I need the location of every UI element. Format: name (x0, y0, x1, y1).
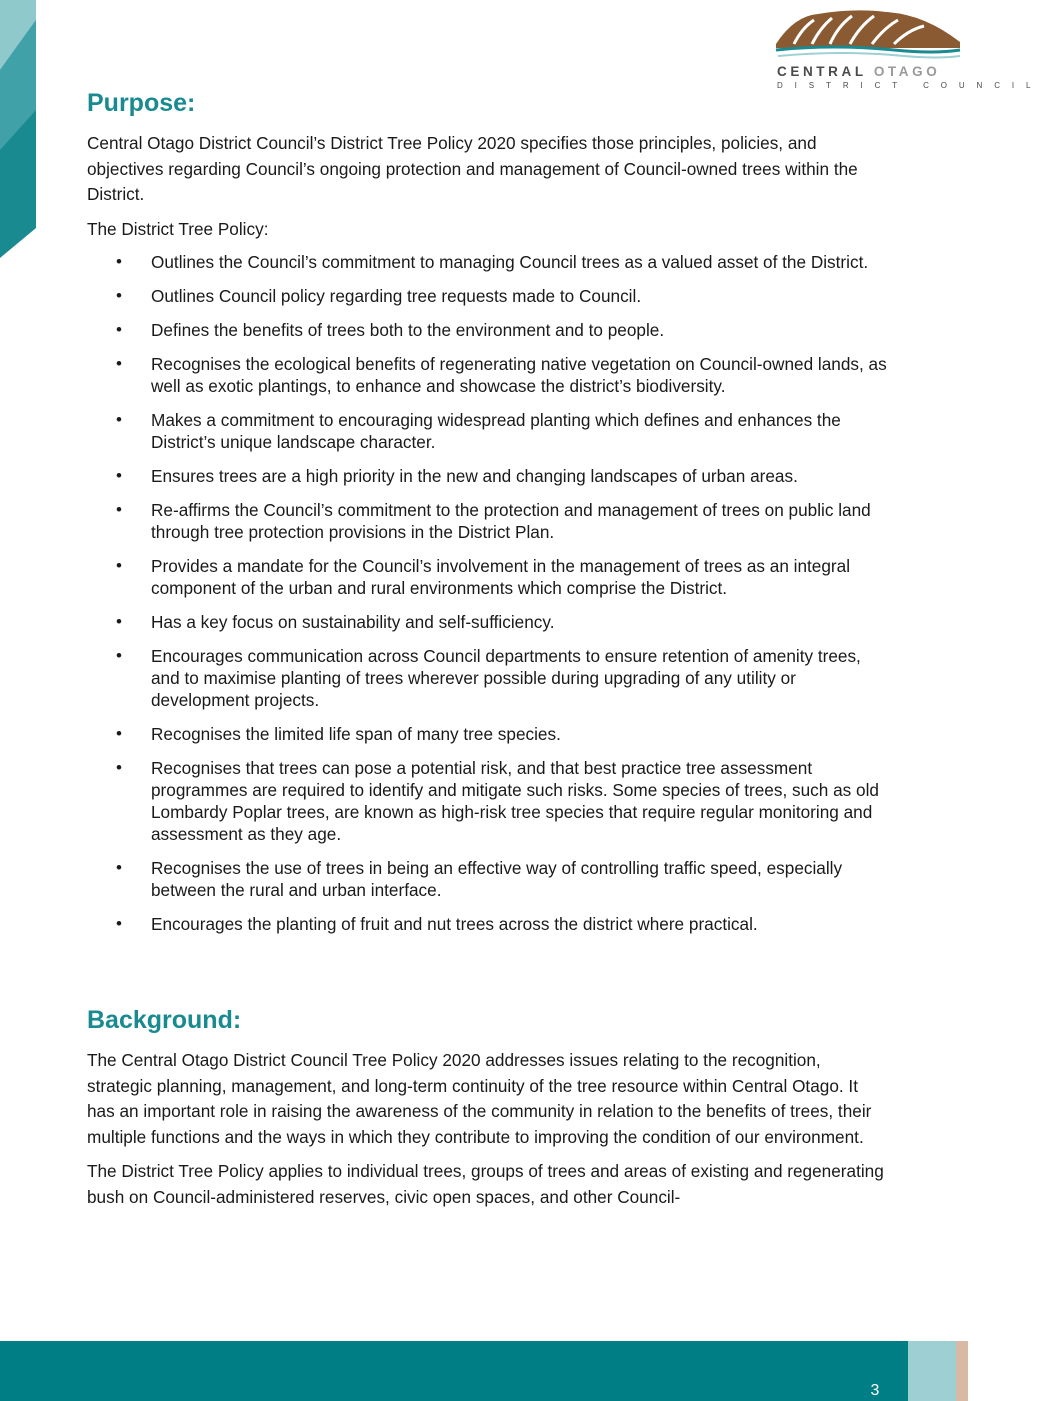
list-item: • Outlines the Council’s commitment to managing Council trees as a valued asset of the District. (87, 251, 887, 273)
logo-wordmark-otago: OTAGO (873, 64, 941, 79)
list-item: • Encourages the planting of fruit and nut trees across the district where practical. (87, 913, 887, 935)
list-item: • Re-affirms the Council’s commitment to the protection and management of trees on public land through tree protection provisions in the District Plan. (87, 499, 887, 543)
list-item: • Provides a mandate for the Council’s involvement in the management of trees as an integral component of the urban and rural environments which comprise the District. (87, 555, 887, 599)
footer-accent-tan (956, 1341, 968, 1401)
list-item: • Recognises that trees can pose a potential risk, and that best practice tree assessment programmes are required to identify and mitigate such risks. Some species of trees, such as old Lombardy Poplar trees, are known as high-risk tree species that require regular monitoring and assessment as they age. (87, 757, 887, 845)
document-body (87, 86, 887, 1219)
corner-decoration (0, 0, 36, 260)
list-item: • Ensures trees are a high priority in the new and changing landscapes of urban areas. (87, 465, 887, 487)
footer-accent-light (908, 1341, 956, 1401)
list-item: • Has a key focus on sustainability and self-sufficiency. (87, 611, 887, 633)
logo-subtitle: DISTRICT COUNCIL (777, 81, 1042, 90)
mountain-logo-icon (774, 6, 962, 62)
list-item: • Defines the benefits of trees both to the environment and to people. (87, 319, 887, 341)
logo-wordmark-central: CENTRAL (777, 64, 867, 79)
background-paragraph-1: The Central Otago District Council Tree Policy 2020 addresses issues relating to the recognition, strategic planning, management, and long-term continuity of the tree resource within Central Otago. It has an important role in raising the awareness of the community in relation to the benefits of trees, their multiple functions and the ways in which they contribute to improving the condition of our environment. (87, 1050, 872, 1147)
list-item: • Recognises the ecological benefits of regenerating native vegetation on Council-owned lands, as well as exotic plantings, to enhance and showcase the district’s biodiversity. (87, 353, 887, 397)
background-paragraph-2: The District Tree Policy applies to individual trees, groups of trees and areas of existing and regenerating bush on Council-administered reserves, civic open spaces, and other Council- (87, 1161, 884, 1207)
list-item: • Makes a commitment to encouraging widespread planting which defines and enhances the District’s unique landscape character. (87, 409, 887, 453)
list-item: • Recognises the use of trees in being an effective way of controlling traffic speed, especially between the rural and urban interface. (87, 857, 887, 901)
council-logo (774, 6, 1042, 90)
logo-wordmark (777, 64, 940, 79)
footer-bar (0, 1341, 968, 1401)
background-heading: Background: (87, 1006, 242, 1034)
page-number: 3 (870, 1382, 880, 1399)
purpose-lead: The District Tree Policy: (87, 218, 269, 239)
list-item: • Encourages communication across Council departments to ensure retention of amenity trees, and to maximise planting of trees wherever possible during upgrading of any utility or development projects. (87, 645, 887, 711)
purpose-heading: Purpose: (87, 89, 196, 117)
section-spacer (87, 947, 887, 1003)
purpose-intro: Central Otago District Council’s District Tree Policy 2020 specifies those principles, policies, and objectives regarding Council’s ongoing protection and management of Council-owned trees within the District. (87, 133, 858, 204)
list-item: • Recognises the limited life span of many tree species. (87, 723, 887, 745)
list-item: • Outlines Council policy regarding tree requests made to Council. (87, 285, 887, 307)
policy-bullet-list (87, 251, 887, 935)
